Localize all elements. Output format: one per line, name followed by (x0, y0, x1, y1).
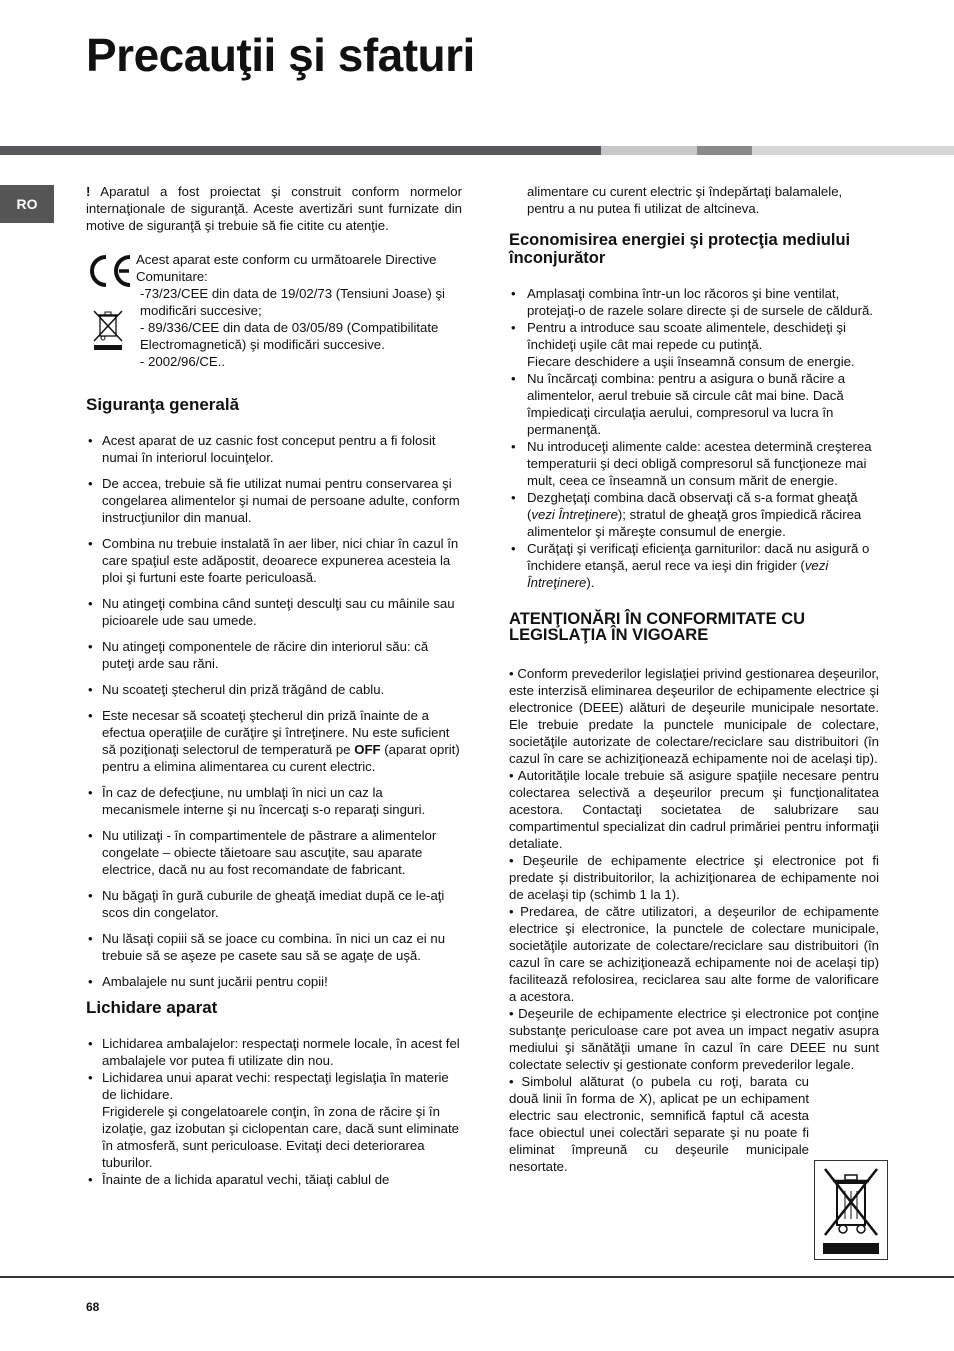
page-number: 68 (86, 1300, 100, 1314)
legal-paragraph: • Conform prevederilor legislaţiei privind gestionarea deşeurilor, este interzisă eliminarea deşeurilor de echipamente electrice şi electronice (DEEE) alături de deşeurile municipale nesortate. Ele trebuie predate la punctele municipale de colectare, societăţile autorizate de colectare/reciclare sau distribuitori (în cazul în care se achiziţionează echipamente noi de acelaşi tip). (509, 666, 879, 766)
legal-paragraph: • Simbolul alăturat (o pubela cu roţi, barata cu două linii în forma de X), aplicat pe un echipament electric sau electronic, semnifică faptul că acesta face obiectul unei colectări separate şi nu poate fi eliminat împreună cu deşeurile municipale nesortate. (509, 1074, 809, 1174)
legal-paragraph: • Deşeurile de echipamente electrice şi electronice pot conţine substanţe periculoase care pot avea un impact negativ asupra mediului şi sănătăţii umane în cazul în care DEEE nu sunt colectate selectiv şi gestionate conform prevederilor legale. (509, 1006, 879, 1072)
page-title: Precauţii şi sfaturi (86, 29, 475, 81)
list-item: • Nu băgaţi în gură cuburile de gheaţă imediat după ce le-aţi scos din congelator. (86, 887, 462, 921)
header-bar-mid (697, 146, 752, 155)
legal-paragraph: • Predarea, de către utilizatori, a deşeurilor de echipamente electrice şi electronice, la punctele de colectare municipale, societăţile autorizate de colectare/reciclare sau distribuitori (în cazul în care se achiziţionează echipamente noi de acelaşi tip) facilitează refolosirea, reciclarea sau alte forme de valorificare a acestora. (509, 904, 879, 1004)
list-item: • Dezgheţaţi combina dacă observaţi că s-a format gheaţă (vezi Întreţinere); stratul de gheaţă gros împiedică răcirea alimentelor şi măreşte consumul de energie. (509, 489, 879, 540)
language-tab: RO (0, 185, 54, 223)
list-item: • Este necesar să scoateţi ştecherul din priză înainte de a efectua operaţiile de curăţire şi întreţinere. Nu este suficient să poziţionaţi selectorul de temperatură pe OFF (aparat oprit) pentru a elimina alimentarea cu curent electric. (86, 707, 462, 775)
weee-bin-icon (90, 307, 126, 351)
list-item: • Pentru a introduce sau scoate alimentele, deschideţi şi închideţi uşile cât mai repede cu putinţă. Fiecare deschidere a uşii înseamnă consum de energie. (509, 319, 879, 370)
directive-line: - 2002/96/CE.. (140, 354, 226, 369)
list-item: • Ambalajele nu sunt jucării pentru copii! (86, 973, 462, 990)
list-item: • Nu încărcaţi combina: pentru a asigura o bună răcire a alimentelor, aerul trebuie să circule cât mai bine. Dacă împiedicaţi circulaţia aerului, compresorul va lucra în permanenţă. (509, 370, 879, 438)
list-item: • Nu scoateţi ştecherul din priză trăgând de cablu. (86, 681, 462, 698)
ce-mark-icon (86, 253, 134, 289)
list-item: • Combina nu trebuie instalată în aer liber, nici chiar în cazul în care spaţiul este adăpostit, deoarece expunerea acesteia la ploi şi furtuni este foarte periculoasă. (86, 535, 462, 586)
list-item: • De accea, trebuie să fie utilizat numai pentru conservarea şi congelarea alimentelor şi numai de persoane adulte, conform instrucţiunilor din manual. (86, 475, 462, 526)
header-bar-light (601, 146, 697, 155)
list-item: • Curăţaţi şi verificaţi eficienţa garniturilor: dacă nu asigură o închidere etanşă, aerul rece va ieşi din frigider (vezi Întreţinere). (509, 540, 879, 591)
list-item: • Lichidarea ambalajelor: respectaţi normele locale, în acest fel ambalajele vor putea fi utilizate din nou. (86, 1035, 462, 1069)
list-item: • Nu introduceţi alimente calde: acestea determină creşterea temperaturii şi deci obligă compresorul să funcţioneze mai mult, ceea ce înseamnă un consum mărit de energie. (509, 438, 879, 489)
legal-paragraph: • Autorităţile locale trebuie să asigure spaţiile necesare pentru colectarea selectivă a deşeurilor precum şi funcţionalitatea acestora. Contactaţi societatea de salubrizare sau compartimentul specializat din cadrul primăriei pentru informaţii detaliate. (509, 768, 879, 851)
left-column (86, 183, 462, 1188)
list-item: • Amplasaţi combina într-un loc răcoros şi bine ventilat, protejaţi-o de razele solare directe şi de sursele de căldură. (509, 285, 879, 319)
energy-list (509, 285, 879, 591)
maintenance-reference: vezi Întreţinere (531, 507, 618, 522)
list-item: • Nu atingeţi combina când sunteţi desculţi sau cu mâinile sau picioarele ude sau umede. (86, 595, 462, 629)
legal-paragraph: • Deşeurile de echipamente electrice şi electronice pot fi predate şi distribuitorilor, la achiziţionarea de echipamente noi de acelaşi tip (schimb 1 la 1). (509, 853, 879, 902)
disposal-list (86, 1035, 462, 1188)
weee-bin-icon (815, 1161, 887, 1259)
directives-block (86, 251, 462, 379)
off-label: OFF (354, 742, 381, 757)
energy-heading: Economisirea energiei şi protecţia mediului înconjurător (509, 231, 851, 267)
intro-paragraph: ! Aparatul a fost proiectat şi construit conform normelor internaţionale de siguranţă. Aceste avertizări sunt furnizate din motive de siguranţă şi trebuie să fie citite cu atenţie. (86, 184, 462, 233)
header-bar-dark (0, 146, 601, 155)
legal-text (509, 665, 879, 1175)
disposal-continuation: alimentare cu curent electric şi îndepărtaţi balamalele, pentru a nu putea fi utilizat de altcineva. (527, 184, 843, 216)
warning-mark: ! (86, 184, 91, 199)
safety-list (86, 432, 462, 990)
safety-heading: Siguranţa generală (86, 395, 240, 414)
disposal-heading: Lichidare aparat (86, 998, 218, 1017)
maintenance-reference: vezi Întreţinere (527, 558, 829, 590)
legal-heading: ATENŢIONĂRI ÎN CONFORMITATE CU LEGISLAŢIA ÎN VIGOARE (509, 610, 806, 644)
directive-line: -73/23/CEE din data de 19/02/73 (Tensiuni Joase) şi modificări succesive; (140, 286, 445, 318)
directive-line: - 89/336/CEE din data de 03/05/89 (Compatibilitate Electromagnetică) şi modificări succesive. (140, 320, 439, 352)
list-item: • Nu lăsaţi copiii să se joace cu combina. în nici un caz ei nu trebuie să se aşeze pe casete sau să se agaţe de uşă. (86, 930, 462, 964)
directives-text (136, 251, 462, 370)
footer-rule (0, 1276, 954, 1278)
list-item: • Nu utilizaţi - în compartimentele de păstrare a alimentelor congelate – obiecte tăietoare sau ascuţite, sau aparate electrice, dacă nu au fost recomandate de fabricant. (86, 827, 462, 878)
list-item: • Lichidarea unui aparat vechi: respectaţi legislaţia în materie de lichidare. Frigiderele şi congelatoarele conţin, în zona de răcire şi în izolaţie, gaz izobutan şi ciclopentan care, dacă sunt eliminate în atmosferă, sunt periculoase. Evitaţi deci deteriorarea tuburilor. (86, 1069, 462, 1171)
directive-line: Acest aparat este conform cu următoarele Directive Comunitare: (136, 252, 437, 284)
header-bar-lightest (752, 146, 954, 155)
list-item: • Acest aparat de uz casnic fost conceput pentru a fi folosit numai în interiorul locuinţelor. (86, 432, 462, 466)
list-item: • În caz de defecţiune, nu umblaţi în nici un caz la mecanismele interne şi nu încercaţi s-o reparaţi singuri. (86, 784, 462, 818)
weee-symbol-box (814, 1160, 888, 1260)
list-item: • Nu atingeţi componentele de răcire din interiorul său: că puteţi arde sau răni. (86, 638, 462, 672)
list-item: • Înainte de a lichida aparatul vechi, tăiaţi cablul de (86, 1171, 462, 1188)
right-column (509, 183, 879, 1175)
